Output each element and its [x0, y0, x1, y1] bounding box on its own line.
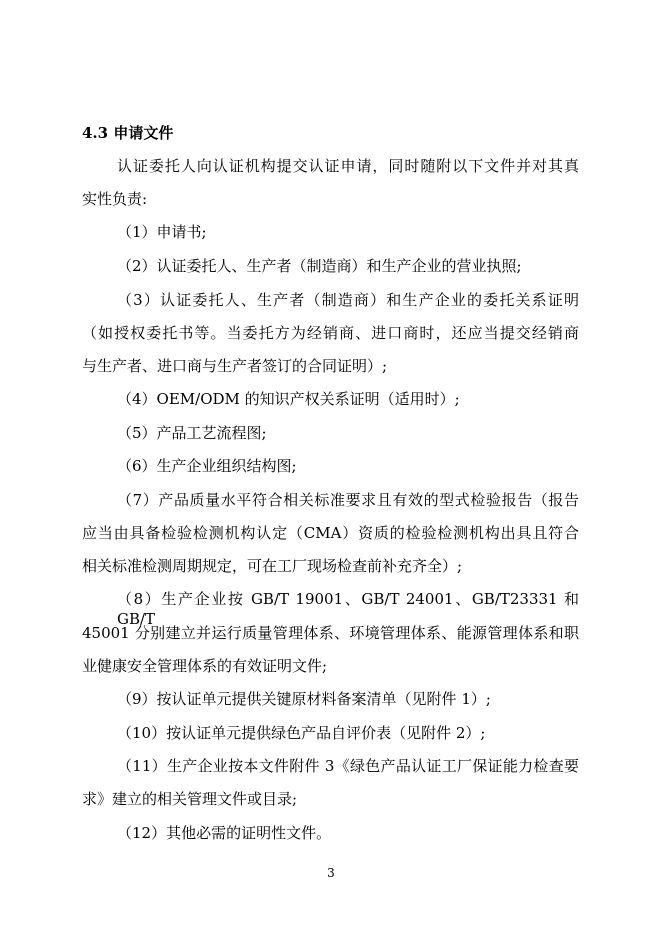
list-item: （3）认证委托人、生产者（制造商）和生产企业的委托关系证明 — [117, 291, 579, 309]
list-item-continuation: 相关标准检测周期规定，可在工厂现场检查前补充齐全）; — [82, 557, 463, 575]
list-item: （10）按认证单元提供绿色产品自评价表（见附件 2）; — [117, 724, 486, 742]
list-item-continuation: （如授权委托书等。当委托方为经销商、进口商时，还应当提交经销商 — [82, 324, 579, 342]
list-item: （12）其他必需的证明性文件。 — [117, 824, 332, 842]
list-item: （2）认证委托人、生产者（制造商）和生产企业的营业执照; — [117, 257, 522, 275]
list-item-continuation: 与生产者、进口商与生产者签订的合同证明）; — [82, 357, 388, 375]
list-item-continuation: 业健康安全管理体系的有效证明文件; — [82, 657, 328, 675]
page-number: 3 — [327, 866, 335, 880]
list-item: （7）产品质量水平符合相关标准要求且有效的型式检验报告（报告 — [117, 491, 579, 509]
list-item: （4）OEM/ODM 的知识产权关系证明（适用时）; — [117, 390, 460, 408]
list-item-continuation: 求》建立的相关管理文件或目录; — [82, 790, 298, 808]
list-item: （6）生产企业组织结构图; — [117, 457, 297, 475]
paragraph-line: 实性负责: — [82, 190, 148, 208]
list-item: （8）生产企业按 GB/T 19001、GB/T 24001、GB/T23331 和 GB/T — [117, 590, 579, 628]
paragraph-line: 认证委托人向认证机构提交认证申请，同时随附以下文件并对其真 — [117, 157, 579, 175]
list-item-continuation: 应当由具备检验检测机构认定（CMA）资质的检验检测机构出具且符合 — [82, 524, 579, 542]
list-item-continuation: 45001 分别建立并运行质量管理体系、环境管理体系、能源管理体系和职 — [82, 624, 579, 642]
list-item: （9）按认证单元提供关键原材料备案清单（见附件 1）; — [117, 690, 491, 708]
section-heading: 4.3 申请文件 — [82, 124, 174, 142]
list-item: （5）产品工艺流程图; — [117, 424, 267, 442]
list-item: （11）生产企业按本文件附件 3《绿色产品认证工厂保证能力检查要 — [117, 757, 579, 775]
list-item: （1）申请书; — [117, 223, 207, 241]
